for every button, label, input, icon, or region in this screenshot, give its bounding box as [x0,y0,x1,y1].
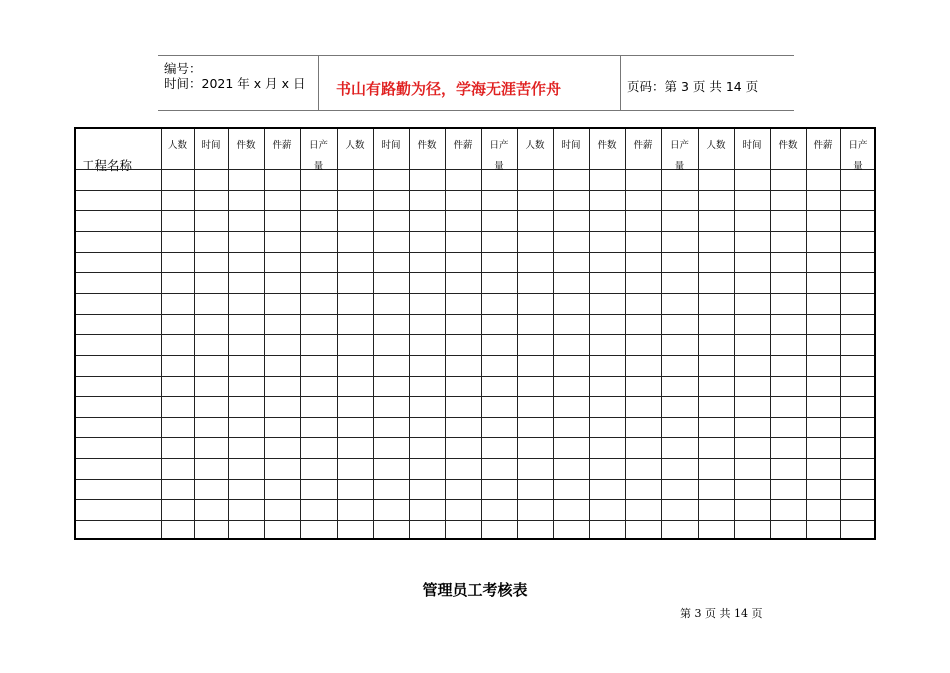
column-header-daily-output: 量 [494,161,504,172]
row-divider [76,293,874,294]
header-divider [318,56,319,110]
column-header-daily-output: 量 [313,161,324,172]
column-header: 时间 [201,140,221,151]
number-label: 编号： [164,61,202,76]
row-divider [76,520,874,521]
assessment-table [74,127,876,540]
row-divider [76,272,874,273]
row-divider [76,458,874,459]
row-divider [76,437,874,438]
column-header: 件数 [236,140,256,151]
header-divider [620,56,621,110]
project-name-header: 工程名称 [82,158,133,173]
column-header: 件薪 [272,140,292,151]
table-title: 管理员工考核表 [422,581,528,599]
row-divider [76,499,874,500]
column-header-daily-output: 量 [674,161,685,172]
row-divider [76,210,874,211]
column-header-daily-output: 日产 [848,140,868,151]
date-text: 时间：2021 年 x 月 x 日 [164,76,306,91]
column-header: 件数 [417,140,437,151]
column-header: 时间 [381,140,401,151]
column-header: 件数 [597,140,617,151]
row-divider [76,169,874,170]
column-header: 件数 [778,140,798,151]
column-header: 人数 [345,140,365,151]
row-divider [76,314,874,315]
footer-page-number: 第 3 页 共 14 页 [680,607,763,620]
row-divider [76,334,874,335]
row-divider [76,355,874,356]
column-header: 件薪 [453,140,473,151]
column-header: 时间 [742,140,762,151]
column-header: 人数 [525,140,545,151]
document-header [158,55,794,111]
motto-text: 书山有路勤为径，学海无涯苦作舟 [336,80,562,98]
row-divider [76,231,874,232]
column-header: 时间 [561,140,581,151]
row-divider [76,417,874,418]
column-header-daily-output: 量 [853,161,863,172]
column-header-daily-output: 日产 [669,140,690,151]
column-header-daily-output: 日产 [489,140,509,151]
column-header: 件薪 [633,140,653,151]
row-divider [76,376,874,377]
row-divider [76,252,874,253]
row-divider [76,190,874,191]
row-divider [76,396,874,397]
page-number-text: 页码：第 3 页 共 14 页 [627,79,759,94]
row-divider [76,479,874,480]
column-header: 人数 [706,140,726,151]
column-header: 人数 [167,140,188,151]
column-header-daily-output: 日产 [308,140,329,151]
column-header: 件薪 [813,140,833,151]
